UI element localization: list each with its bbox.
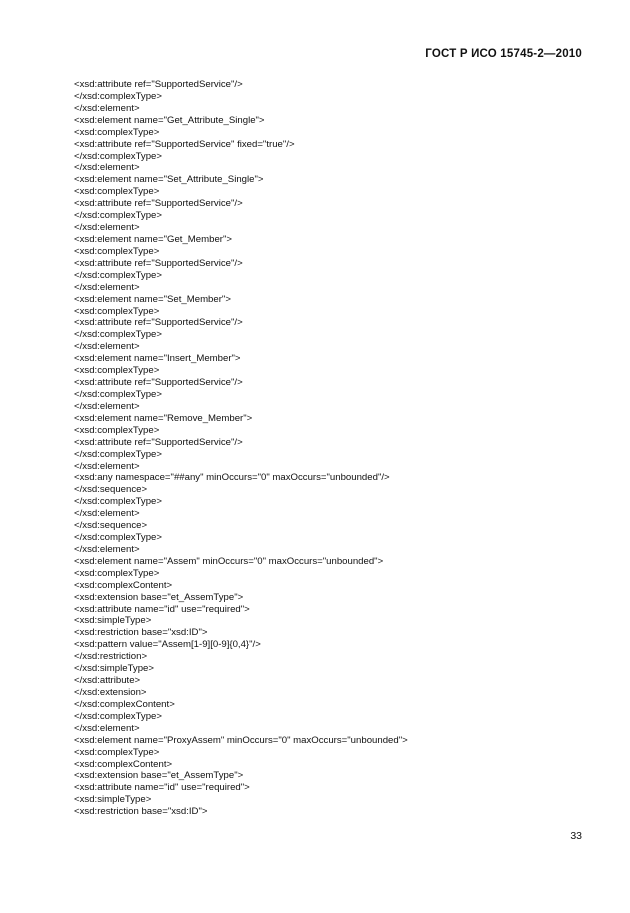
code-line: <xsd:any namespace="##any" minOccurs="0" maxOccurs="unbounded"/> xyxy=(74,472,390,484)
page-number: 33 xyxy=(570,830,582,842)
code-line: <xsd:attribute ref="SupportedService"/> xyxy=(74,198,243,210)
code-line: <xsd:element name="Get_Attribute_Single"> xyxy=(74,114,265,126)
code-line: </xsd:complexType> xyxy=(74,496,162,508)
code-line: <xsd:element name="Get_Member"> xyxy=(74,233,232,245)
code-line: <xsd:element name="Assem" minOccurs="0" maxOccurs="unbounded"> xyxy=(74,555,384,567)
standard-header: ГОСТ Р ИСО 15745-2—2010 xyxy=(425,48,582,60)
code-line: <xsd:extension base="et_AssemType"> xyxy=(74,591,244,603)
code-line: <xsd:attribute ref="SupportedService"/> xyxy=(74,257,243,269)
code-line: </xsd:element> xyxy=(74,102,140,114)
code-line: </xsd:complexType> xyxy=(74,388,162,400)
code-line: </xsd:element> xyxy=(74,543,140,555)
code-line: <xsd:attribute name="id" use="required"> xyxy=(74,782,250,794)
code-line: </xsd:element> xyxy=(74,508,140,520)
code-line: </xsd:sequence> xyxy=(74,484,148,496)
code-line: </xsd:complexType> xyxy=(74,710,162,722)
code-line: <xsd:complexType> xyxy=(74,126,160,138)
code-line: <xsd:simpleType> xyxy=(74,615,152,627)
code-line: </xsd:element> xyxy=(74,341,140,353)
code-line: </xsd:complexType> xyxy=(74,210,162,222)
code-line: <xsd:complexContent> xyxy=(74,579,173,591)
code-line: <xsd:attribute ref="SupportedService" fixed="true"/> xyxy=(74,138,295,150)
code-line: <xsd:element name="Set_Attribute_Single"> xyxy=(74,174,264,186)
code-line: <xsd:complexType> xyxy=(74,305,160,317)
code-line: <xsd:attribute ref="SupportedService"/> xyxy=(74,79,243,90)
code-line: </xsd:complexType> xyxy=(74,329,162,341)
code-line: <xsd:complexType> xyxy=(74,424,160,436)
code-line: <xsd:attribute ref="SupportedService"/> xyxy=(74,317,243,329)
code-line: </xsd:complexType> xyxy=(74,150,162,162)
code-line: </xsd:extension> xyxy=(74,687,147,699)
xml-schema-code-block xyxy=(74,79,408,818)
code-line: <xsd:attribute ref="SupportedService"/> xyxy=(74,377,243,389)
code-line: <xsd:element name="Set_Member"> xyxy=(74,293,231,305)
code-line: </xsd:complexType> xyxy=(74,90,162,102)
code-line: <xsd:element name="ProxyAssem" minOccurs="0" maxOccurs="unbounded"> xyxy=(74,734,408,746)
code-line: </xsd:restriction> xyxy=(74,651,148,663)
code-line: </xsd:simpleType> xyxy=(74,663,154,675)
code-line: </xsd:element> xyxy=(74,222,140,234)
code-line: </xsd:complexType> xyxy=(74,532,162,544)
code-line: <xsd:element name="Remove_Member"> xyxy=(74,412,253,424)
code-line: <xsd:complexType> xyxy=(74,567,160,579)
code-line: </xsd:element> xyxy=(74,722,140,734)
code-line: </xsd:complexContent> xyxy=(74,698,175,710)
code-line: <xsd:attribute ref="SupportedService"/> xyxy=(74,436,243,448)
code-line: <xsd:restriction base="xsd:ID"> xyxy=(74,806,208,818)
code-line: <xsd:complexType> xyxy=(74,746,160,758)
code-line: </xsd:complexType> xyxy=(74,269,162,281)
code-line: <xsd:complexType> xyxy=(74,365,160,377)
code-line: </xsd:element> xyxy=(74,460,140,472)
code-line: </xsd:element> xyxy=(74,162,140,174)
code-line: <xsd:complexContent> xyxy=(74,758,173,770)
code-line: <xsd:extension base="et_AssemType"> xyxy=(74,770,244,782)
code-line: <xsd:attribute name="id" use="required"> xyxy=(74,603,250,615)
code-line: <xsd:simpleType> xyxy=(74,794,152,806)
code-line: <xsd:complexType> xyxy=(74,245,160,257)
code-line: <xsd:element name="Insert_Member"> xyxy=(74,353,241,365)
code-line: </xsd:element> xyxy=(74,281,140,293)
code-line: <xsd:pattern value="Assem[1-9][0-9]{0,4}"/> xyxy=(74,639,261,651)
code-line: <xsd:complexType> xyxy=(74,186,160,198)
code-line: </xsd:complexType> xyxy=(74,448,162,460)
code-line: </xsd:attribute> xyxy=(74,675,141,687)
code-line: <xsd:restriction base="xsd:ID"> xyxy=(74,627,208,639)
code-line: </xsd:element> xyxy=(74,400,140,412)
code-line: </xsd:sequence> xyxy=(74,520,148,532)
